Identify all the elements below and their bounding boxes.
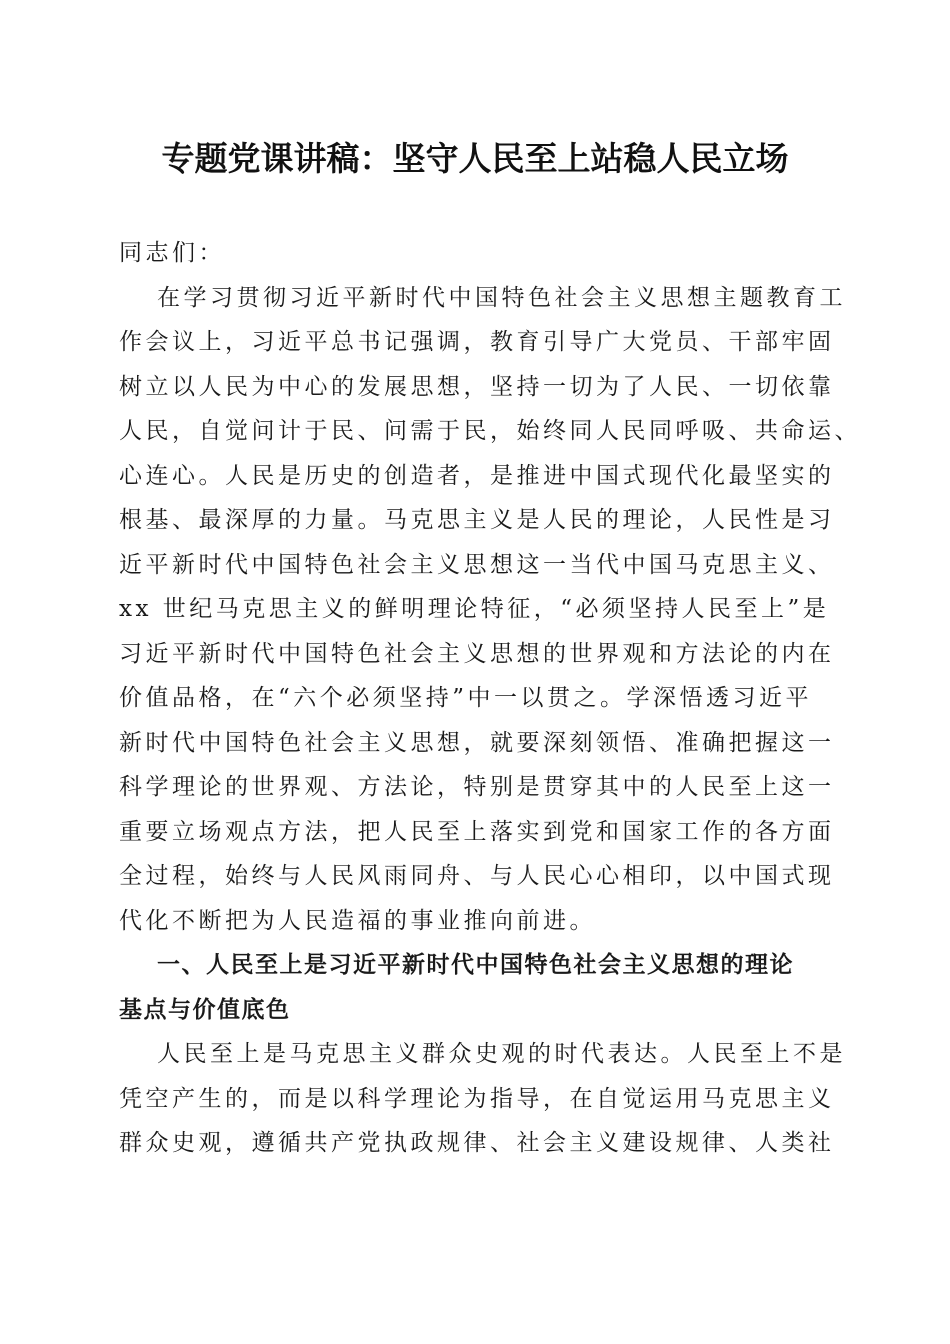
heading-line: 一、人民至上是习近平新时代中国特色社会主义思想的理论 <box>157 952 794 978</box>
paragraph-2 <box>119 1032 846 1166</box>
paragraph-line: 价值品格，在“六个必须坚持”中一以贯之。学深悟透习近平 <box>119 685 813 711</box>
section-heading-1 <box>119 943 824 1032</box>
heading-line: 基点与价值底色 <box>119 996 291 1023</box>
paragraph-line: 重要立场观点方法，把人民至上落实到党和国家工作的各方面 <box>119 818 835 845</box>
page-title: 专题党课讲稿：坚守人民至上站稳人民立场 <box>161 139 789 178</box>
paragraph-line: 作会议上，习近平总书记强调，教育引导广大党员、干部牢固 <box>119 329 835 355</box>
paragraph-line: 新时代中国特色社会主义思想，就要深刻领悟、准确把握这一 <box>119 729 835 756</box>
paragraph-line: 近平新时代中国特色社会主义思想这一当代中国马克思主义、 <box>119 551 835 578</box>
paragraph-line: 凭空产生的，而是以科学理论为指导，在自觉运用马克思主义 <box>119 1085 835 1112</box>
paragraph-line: 人民至上是马克思主义群众史观的时代表达。人民至上不是 <box>157 1041 846 1067</box>
paragraph-1 <box>119 276 861 944</box>
salutation: 同志们： <box>119 240 225 266</box>
document-body <box>119 231 861 1166</box>
paragraph-line: 科学理论的世界观、方法论，特别是贯穿其中的人民至上这一 <box>119 774 835 800</box>
paragraph-line: 人民，自觉问计于民、问需于民，始终同人民同呼吸、共命运、 <box>119 418 861 444</box>
paragraph-line: 树立以人民为中心的发展思想，坚持一切为了人民、一切依靠 <box>119 373 835 400</box>
paragraph-line: 群众史观，遵循共产党执政规律、社会主义建设规律、人类社 <box>119 1130 835 1156</box>
paragraph-line: 代化不断把为人民造福的事业推向前进。 <box>119 907 596 934</box>
paragraph-line: 习近平新时代中国特色社会主义思想的世界观和方法论的内在 <box>119 640 835 667</box>
paragraph-line: 根基、最深厚的力量。马克思主义是人民的理论，人民性是习 <box>119 507 835 533</box>
paragraph-line: 心连心。人民是历史的创造者，是推进中国式现代化最坚实的 <box>119 462 835 489</box>
paragraph-line: 在学习贯彻习近平新时代中国特色社会主义思想主题教育工 <box>157 284 846 311</box>
paragraph-line: 全过程，始终与人民风雨同舟、与人民心心相印，以中国式现 <box>119 863 835 889</box>
paragraph-line: xx 世纪马克思主义的鲜明理论特征，“必须坚持人民至上”是 <box>119 596 830 622</box>
